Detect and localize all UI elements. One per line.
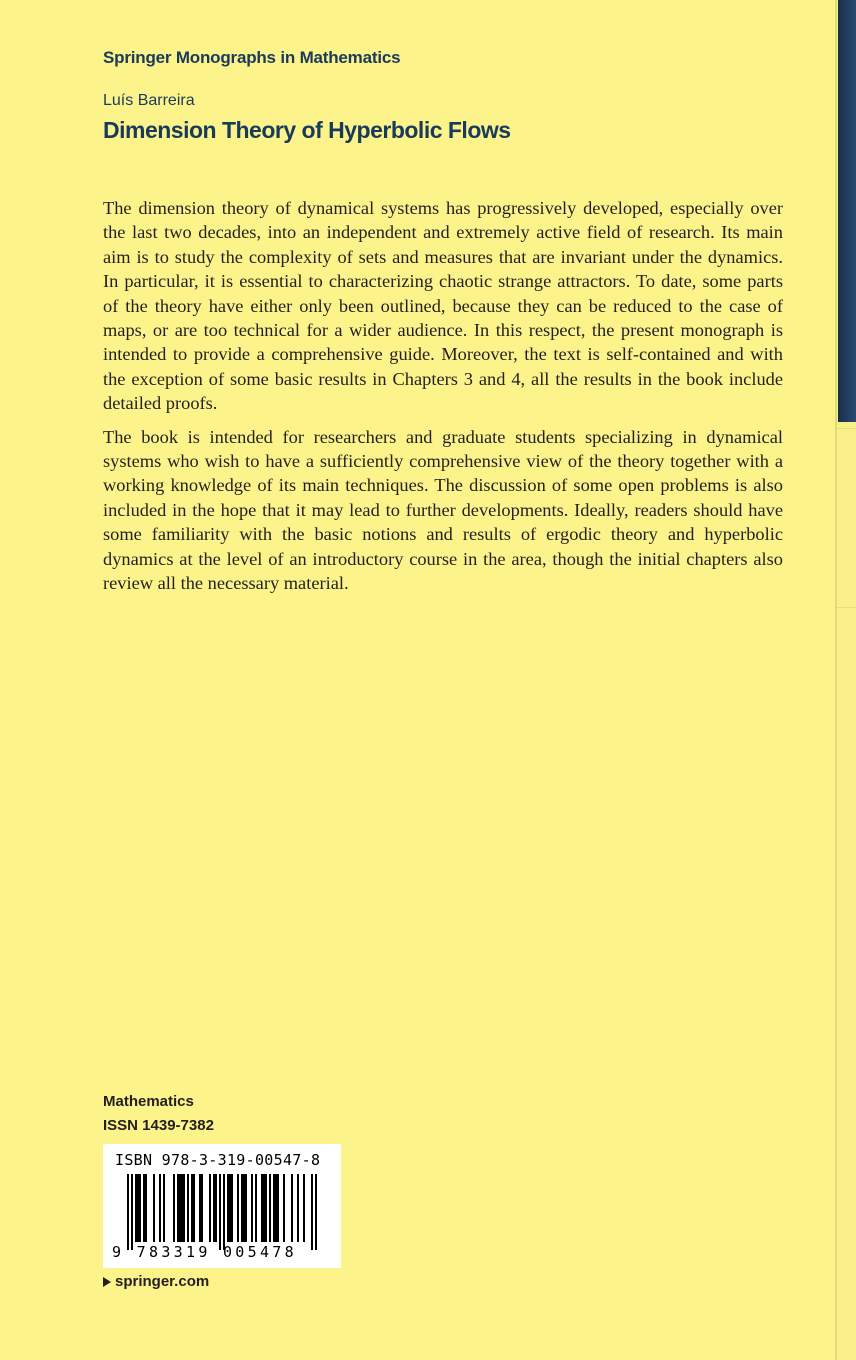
barcode-bar — [263, 1174, 265, 1242]
spine-divider — [837, 428, 856, 429]
spine-dark-band — [838, 0, 856, 422]
barcode-bar — [193, 1174, 195, 1242]
barcode-bar — [179, 1174, 181, 1242]
barcode-bar — [187, 1174, 189, 1242]
barcode-bar — [241, 1174, 243, 1242]
website-link[interactable] — [103, 1273, 209, 1290]
barcode-bar — [201, 1174, 203, 1242]
barcode-bar — [277, 1174, 279, 1242]
barcode-bar — [135, 1174, 137, 1242]
barcode-bar — [245, 1174, 247, 1242]
barcode — [103, 1144, 341, 1268]
barcode-bar — [191, 1174, 193, 1242]
barcode-bar — [163, 1174, 165, 1242]
barcode-bar — [227, 1174, 229, 1242]
blurb-paragraph-1: The dimension theory of dynamical systems has progressively developed, especially over the last two decades, into an independent and extremely active field of research. Its main aim is to study the complexity of sets and measures that are invariant under the dynamics. In particular, it is essential to characterizing chaotic strange attractors. To date, some parts of the theory have either only been outlined, because they can be reduced to the case of maps, or are too technical for a wider audience. In this respect, the present monograph is intended to provide a comprehensive guide. Moreover, the text is self-contained and with the exception of some basic results in Chapters 3 and 4, all the results in the book include detailed proofs. — [103, 198, 783, 414]
barcode-bar — [215, 1174, 217, 1242]
barcode-bar — [297, 1174, 299, 1242]
barcode-bar — [229, 1174, 231, 1242]
barcode-bar — [315, 1174, 317, 1250]
spine-divider — [837, 607, 856, 608]
arrow-right-icon — [103, 1277, 111, 1287]
barcode-bar — [183, 1174, 185, 1242]
barcode-bar — [273, 1174, 275, 1242]
barcode-bar — [131, 1174, 133, 1250]
barcode-bar — [143, 1174, 145, 1242]
barcode-bar — [181, 1174, 183, 1242]
author-name: Luís Barreira — [103, 92, 195, 109]
barcode-bar — [251, 1174, 253, 1242]
barcode-bar — [231, 1174, 233, 1242]
barcode-digits: 9 783319 005478 — [112, 1243, 297, 1261]
blurb-paragraph-2: The book is intended for researchers and graduate students specializing in dynamical systems who wish to have a sufficiently comprehensive view of the theory together with a working knowledge of its main techniques. The discussion of some open problems is also included in the hope that it may lead to further developments. Ideally, readers should have some familiarity with the basic notions and results of ergodic theory and hyperbolic dynamics at the level of an introductory course in the area, though the initial chapters also review all the necessary material. — [103, 426, 783, 594]
website-label: springer.com — [115, 1273, 210, 1290]
series-title: Springer Monographs in Mathematics — [103, 48, 401, 67]
barcode-bar — [275, 1174, 277, 1242]
barcode-bar — [269, 1174, 271, 1242]
barcode-bar — [199, 1174, 201, 1242]
book-title: Dimension Theory of Hyperbolic Flows — [103, 117, 511, 143]
barcode-bar — [291, 1174, 293, 1242]
barcode-bar — [213, 1174, 215, 1242]
blurb-text — [103, 196, 783, 605]
barcode-bar — [159, 1174, 161, 1242]
barcode-bar — [237, 1174, 239, 1242]
barcode-bar — [153, 1174, 155, 1242]
issn-label: ISSN 1439-7382 — [103, 1117, 214, 1134]
barcode-bar — [127, 1174, 129, 1250]
barcode-bar — [209, 1174, 211, 1242]
barcode-bar — [173, 1174, 175, 1242]
barcode-bar — [311, 1174, 313, 1250]
barcode-bar — [255, 1174, 257, 1242]
barcode-bar — [139, 1174, 141, 1242]
barcode-bar — [283, 1174, 285, 1242]
barcode-bar — [137, 1174, 139, 1242]
barcode-bar — [177, 1174, 179, 1242]
barcode-bar — [243, 1174, 245, 1242]
barcode-bar — [303, 1174, 305, 1242]
barcode-bar — [265, 1174, 267, 1242]
subject-label: Mathematics — [103, 1093, 194, 1110]
barcode-bar — [145, 1174, 147, 1242]
barcode-bar — [223, 1174, 225, 1250]
barcode-bar — [219, 1174, 221, 1250]
barcode-bar — [261, 1174, 263, 1242]
isbn-label: ISBN 978-3-319-00547-8 — [115, 1151, 321, 1169]
